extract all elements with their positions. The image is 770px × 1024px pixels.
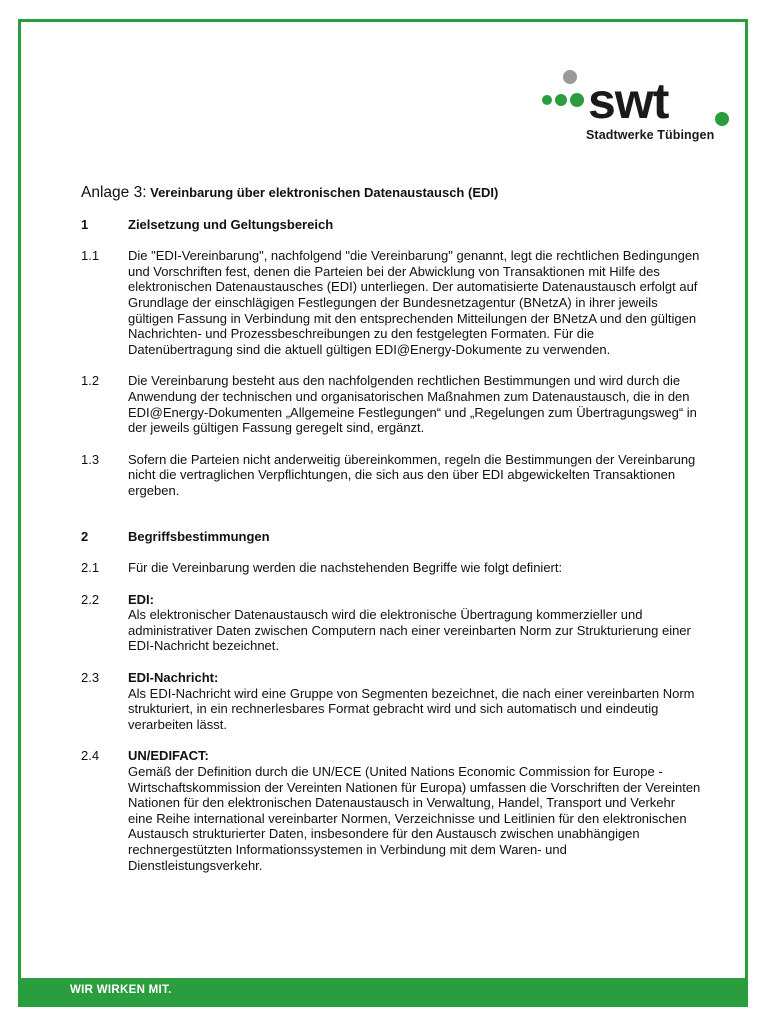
definition-term: EDI: [128,591,154,607]
clause [81,560,701,576]
section-title: Begriffsbestimmungen [128,528,270,544]
clause [81,373,701,435]
clause-number: 1.3 [81,451,100,467]
clause [81,248,701,357]
section-number: 1 [81,216,89,232]
definition-term: UN/EDIFACT: [128,748,209,764]
logo-word: swt [588,73,669,129]
clause-number: 1.2 [81,373,100,389]
logo-dot-end [715,112,729,126]
logo-subtitle: Stadtwerke Tübingen [586,128,715,142]
definition-text: Als elektronischer Datenaustausch wird die elektronische Übertragung kommerzieller und administrativer Daten zwischen Computern nach einer vereinbarten Norm zur Strukturierung einer EDI-Nachricht bezeichnet. [128,607,691,654]
clause-number: 2.1 [81,560,100,576]
section-number: 2 [81,528,89,544]
logo-dot-grey [563,70,577,84]
swt-logo [540,68,740,148]
clause-number: 2.3 [81,670,100,686]
logo-dot-3 [570,93,584,107]
logo-dot-1 [542,95,552,105]
clause-text: Die "EDI-Vereinbarung", nachfolgend "die Vereinbarung" genannt, legt die rechtlichen Bedingungen und Vorschriften fest, denen die Parteien bei der Abwicklung von Transaktionen mit Hilfe des elektronischen Datenaustausches (EDI) unterliegen. Der automatisierte Datenaustausch erfolgt auf Grundlage der einschlägigen Festlegungen der Bundesnetzagentur (BNetzA) in ihrer jeweils gültigen Fassung in Verbindung mit den entsprechenden Mitteilungen der BNetzA und den gültigen Nachrichten- und Prozessbeschreibungen zu den festgelegten Formaten. Für die Datenübertragung sind die aktuell gültigen EDI@Energy-Dokumente zu verwenden. [128,248,700,357]
footer-slogan: WIR WIRKEN MIT. [70,984,172,996]
clause-number: 1.1 [81,248,100,264]
clause-number: 2.4 [81,748,100,764]
section-heading [81,217,701,233]
title-text: Vereinbarung über elektronischen Datenaustausch (EDI) [146,185,499,200]
document-title [81,185,701,201]
section-title: Zielsetzung und Geltungsbereich [128,216,334,232]
clause [81,452,701,499]
clause-text: Sofern die Parteien nicht anderweitig übereinkommen, regeln die Bestimmungen der Vereinbarung nicht die vertraglichen Verpflichtungen, die sich aus den über EDI abgewickelten Transaktionen ergeben. [128,451,696,498]
footer-bar [18,978,748,1007]
definition [81,748,701,873]
title-prefix: Anlage 3: [81,184,147,201]
clause-text: Die Vereinbarung besteht aus den nachfolgenden rechtlichen Bestimmungen und wird durch die Anwendung der technischen und organisatorischen Maßnahmen zum Datenaustausch, die in den EDI@Energy-Dokumenten „Allgemeine Festlegungen“ und „Regelungen zum Übertragungsweg“ in der jeweils gültigen Fassung geregelt sind, ergänzt. [128,373,697,436]
logo-dot-2 [555,94,567,106]
definition [81,670,701,732]
definition [81,592,701,654]
definition-text: Gemäß der Definition durch die UN/ECE (United Nations Economic Commission for Europe - Wirtschaftskommission der Vereinten Nationen für Europa) umfassen die Vorschriften der Vereinten Nationen für den elektronischen Datenaustausch in Verwaltung, Handel, Transport und Verkehr eine Reihe international vereinbarter Normen, Verzeichnisse und Leitlinien für den elektronischen Austausch strukturierter Daten, insbesondere für den Austausch zwischen unabhängigen rechnergestützten Informationssystemen in Verbindung mit dem Waren- und Dienstleistungsverkehr. [128,764,701,873]
document-body [81,185,701,889]
clause-number: 2.2 [81,591,100,607]
definition-term: EDI-Nachricht: [128,670,219,686]
definition-text: Als EDI-Nachricht wird eine Gruppe von Segmenten bezeichnet, die nach einer vereinbarten Norm strukturiert, in ein rechnerlesbares Format gebracht wird und sich automatisch und eindeutig verarbeiten lässt. [128,685,695,732]
clause-text: Für die Vereinbarung werden die nachstehenden Begriffe wie folgt definiert: [128,560,563,576]
section-heading [81,529,701,545]
